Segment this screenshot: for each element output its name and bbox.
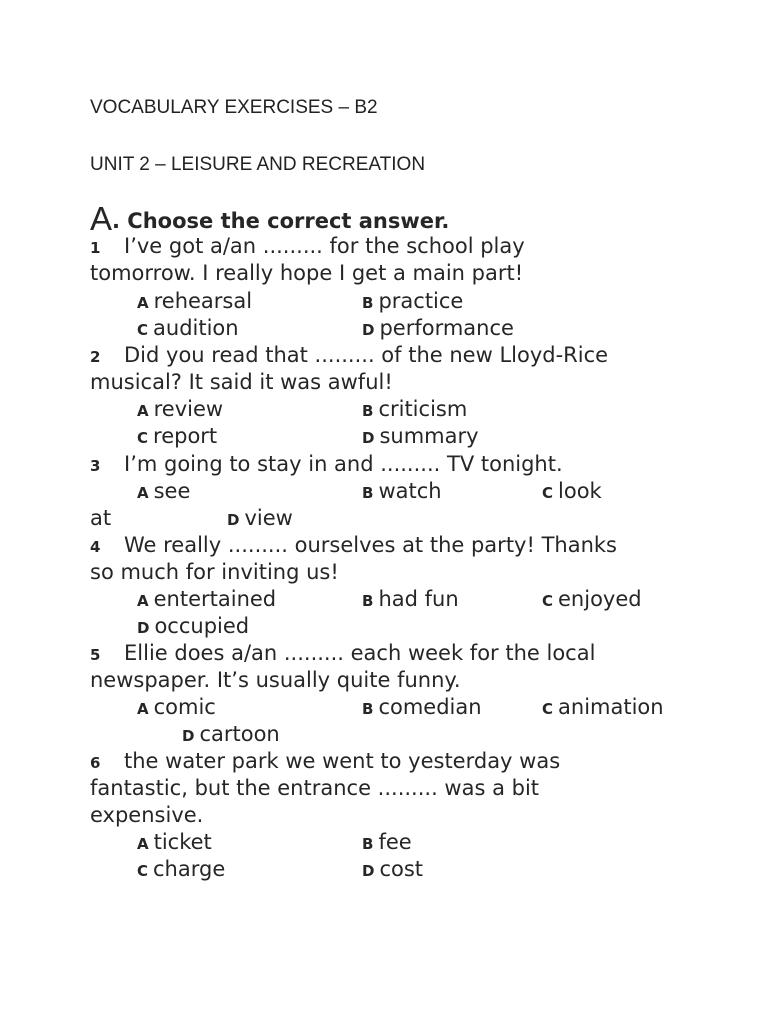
section-letter: A xyxy=(90,200,113,237)
question-5-line-2: newspaper. It’s usually quite funny. xyxy=(90,668,461,692)
q4-option-c: C enjoyed xyxy=(542,587,642,611)
q1-option-c: C audition xyxy=(137,316,239,340)
q2-option-a: A review xyxy=(137,397,224,421)
q3-option-c: C look xyxy=(542,479,602,503)
question-2-line-1: 2 Did you read that ......... of the new Lloyd-Rice xyxy=(90,342,608,369)
q4-option-b: B had fun xyxy=(362,587,459,611)
q2-option-d: D summary xyxy=(362,424,479,448)
q3-option-b: B watch xyxy=(362,479,442,503)
question-5-line-1: 5 Ellie does a/an ......... each week for the local xyxy=(90,640,595,667)
q2-option-c: C report xyxy=(137,424,218,448)
question-number: 4 xyxy=(90,538,101,556)
question-3-line-1: 3 I’m going to stay in and ......... TV tonight. xyxy=(90,451,563,478)
q5-option-a: A comic xyxy=(137,695,216,719)
q1-option-b: B practice xyxy=(362,289,464,313)
question-number: 3 xyxy=(90,457,101,475)
q1-option-d: D performance xyxy=(362,316,514,340)
question-1-line-2: tomorrow. I really hope I get a main part! xyxy=(90,261,524,285)
q5-option-d: D cartoon xyxy=(182,722,280,746)
q6-option-c: C charge xyxy=(137,857,226,881)
question-number: 6 xyxy=(90,754,101,772)
question-number: 2 xyxy=(90,348,101,366)
q2-option-b: B criticism xyxy=(362,397,468,421)
question-4-line-1: 4 We really ......... ourselves at the party! Thanks xyxy=(90,532,617,559)
question-6-line-2: fantastic, but the entrance ......... was a bit xyxy=(90,776,540,800)
question-6-line-1: 6 the water park we went to yesterday was xyxy=(90,748,560,775)
question-6-line-3: expensive. xyxy=(90,803,204,827)
question-2-line-2: musical? It said it was awful! xyxy=(90,370,393,394)
question-4-line-2: so much for inviting us! xyxy=(90,560,339,584)
section-heading xyxy=(90,200,450,237)
q3-option-c-continued: at xyxy=(90,506,112,530)
q4-option-d: D occupied xyxy=(137,614,250,638)
q6-option-b: B fee xyxy=(362,830,412,854)
question-number: 1 xyxy=(90,239,101,257)
question-1-line-1: 1 I’ve got a/an ......... for the school play xyxy=(90,233,525,260)
question-number: 5 xyxy=(90,646,101,664)
q3-option-a: A see xyxy=(137,479,191,503)
q1-option-a: A rehearsal xyxy=(137,289,253,313)
q3-option-d: D view xyxy=(227,506,293,530)
unit-title: UNIT 2 – LEISURE AND RECREATION xyxy=(90,154,426,175)
q4-option-a: A entertained xyxy=(137,587,277,611)
document-title: VOCABULARY EXERCISES – B2 xyxy=(90,97,378,118)
q5-option-b: B comedian xyxy=(362,695,482,719)
q5-option-c: C animation xyxy=(542,695,664,719)
q6-option-a: A ticket xyxy=(137,830,212,854)
section-instruction: . Choose the correct answer. xyxy=(112,209,450,233)
q6-option-d: D cost xyxy=(362,857,424,881)
